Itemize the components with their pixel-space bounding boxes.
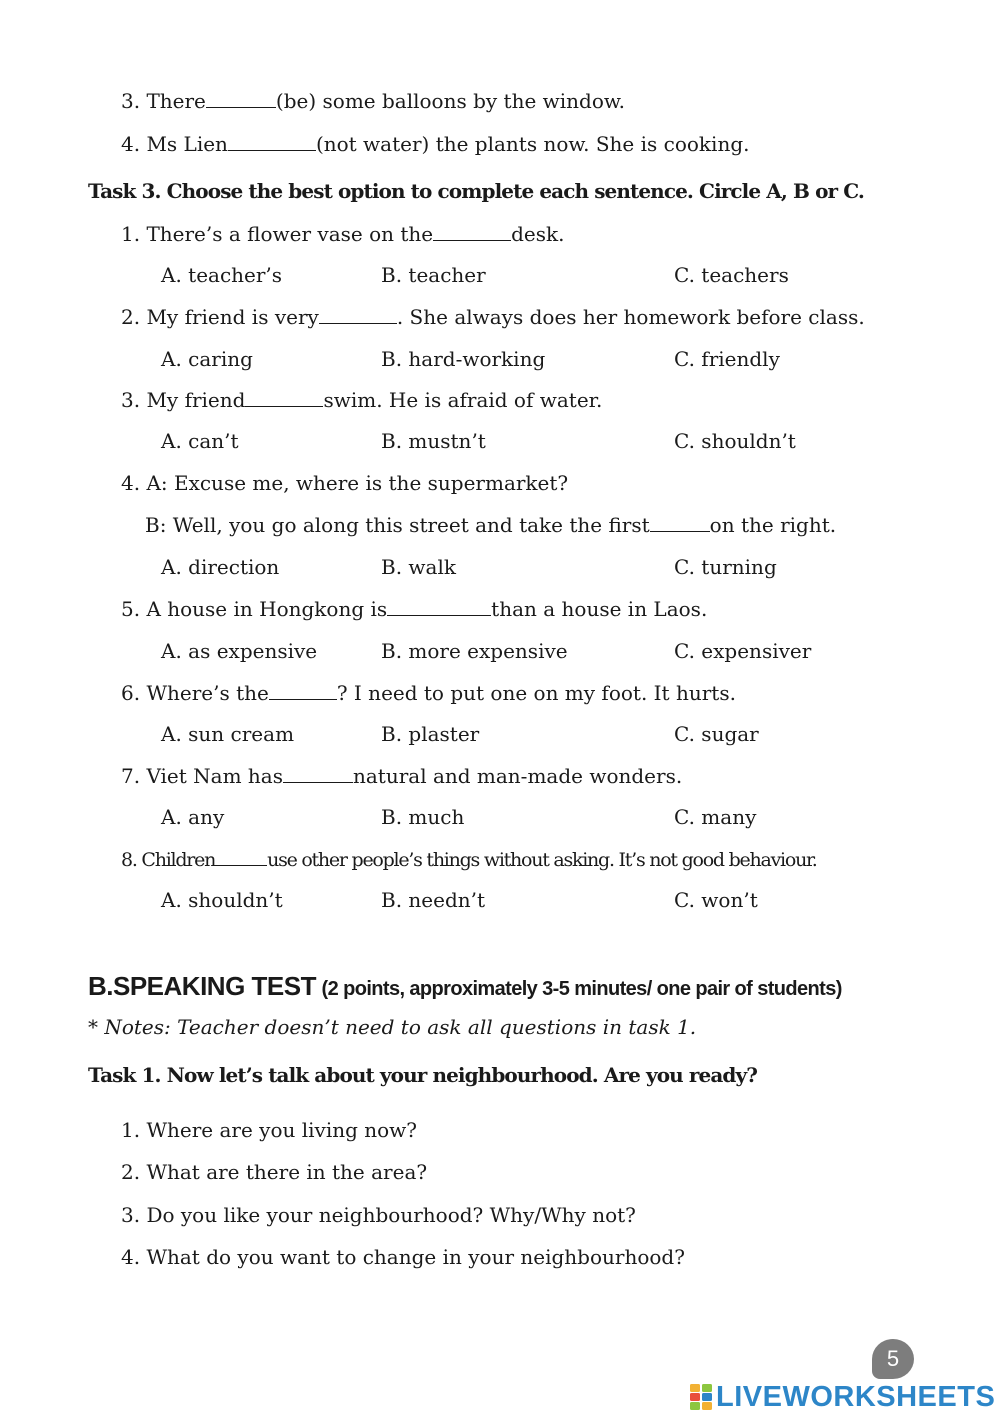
sentence-text: 6. Where’s the bbox=[121, 681, 269, 705]
sentence-text: B: Well, you go along this street and take the first bbox=[145, 513, 650, 537]
question-8 bbox=[121, 846, 817, 873]
answer-blank[interactable] bbox=[319, 304, 397, 324]
option-a[interactable]: A. caring bbox=[161, 347, 253, 371]
answer-blank[interactable] bbox=[269, 680, 337, 700]
sentence-text: ? I need to put one on my foot. It hurts. bbox=[336, 681, 736, 705]
speaking-task1-heading: Task 1. Now let’s talk about your neighbourhood. Are you ready? bbox=[88, 1063, 758, 1087]
question-2 bbox=[121, 304, 865, 330]
answer-blank[interactable] bbox=[228, 131, 316, 151]
sentence-text: natural and man-made wonders. bbox=[352, 764, 683, 788]
question-4-line-a: 4. A: Excuse me, where is the supermarket? bbox=[121, 471, 569, 495]
option-c[interactable]: C. teachers bbox=[674, 263, 789, 287]
liveworksheets-logo[interactable] bbox=[690, 1380, 995, 1414]
option-a[interactable]: A. shouldn’t bbox=[161, 888, 283, 912]
sentence-text: than a house in Laos. bbox=[491, 597, 708, 621]
option-a[interactable]: A. sun cream bbox=[161, 722, 295, 746]
option-c[interactable]: C. sugar bbox=[674, 722, 759, 746]
sentence-text: swim. He is afraid of water. bbox=[323, 388, 603, 412]
sentence-text: (be) some balloons by the window. bbox=[275, 89, 625, 113]
answer-blank[interactable] bbox=[387, 596, 491, 616]
question-6 bbox=[121, 680, 736, 706]
speaking-heading bbox=[88, 970, 842, 1005]
option-a[interactable]: A. direction bbox=[161, 555, 280, 579]
question-7 bbox=[121, 763, 682, 789]
option-a[interactable]: A. as expensive bbox=[161, 639, 318, 663]
option-a[interactable]: A. teacher’s bbox=[161, 263, 283, 287]
speaking-question-4: 4. What do you want to change in your neighbourhood? bbox=[121, 1245, 685, 1269]
liveworksheets-brand: LIVEWORKSHEETS bbox=[716, 1380, 996, 1413]
sentence-text: 3. There bbox=[121, 89, 206, 113]
option-b[interactable]: B. needn’t bbox=[381, 888, 486, 912]
question-4-line-b bbox=[145, 512, 836, 538]
option-c[interactable]: C. won’t bbox=[674, 888, 758, 912]
sentence-text: 7. Viet Nam has bbox=[121, 764, 283, 788]
speaking-note: * Notes: Teacher doesn’t need to ask all questions in task 1. bbox=[88, 1015, 697, 1039]
option-b[interactable]: B. more expensive bbox=[381, 639, 568, 663]
option-b[interactable]: B. mustn’t bbox=[381, 429, 486, 453]
option-c[interactable]: C. friendly bbox=[674, 347, 780, 371]
speaking-question-1: 1. Where are you living now? bbox=[121, 1118, 418, 1142]
sentence-text: (not water) the plants now. She is cooking. bbox=[315, 132, 750, 156]
answer-blank[interactable] bbox=[245, 387, 323, 407]
sentence-text: 1. There’s a flower vase on the bbox=[121, 222, 434, 246]
option-b[interactable]: B. plaster bbox=[381, 722, 480, 746]
task2-item-3 bbox=[121, 88, 625, 114]
task2-item-4 bbox=[121, 131, 749, 157]
option-c[interactable]: C. shouldn’t bbox=[674, 429, 796, 453]
question-3 bbox=[121, 387, 602, 413]
option-b[interactable]: B. teacher bbox=[381, 263, 486, 287]
answer-blank[interactable] bbox=[215, 846, 267, 866]
speaking-title: B.SPEAKING TEST bbox=[88, 971, 316, 1001]
option-a[interactable]: A. any bbox=[161, 805, 225, 829]
answer-blank[interactable] bbox=[283, 763, 353, 783]
liveworksheets-icon bbox=[690, 1384, 712, 1410]
option-a[interactable]: A. can’t bbox=[161, 429, 239, 453]
option-b[interactable]: B. walk bbox=[381, 555, 456, 579]
question-5 bbox=[121, 596, 707, 622]
sentence-text: 8. Children bbox=[121, 849, 216, 871]
task3-heading: Task 3. Choose the best option to complete each sentence. Circle A, B or C. bbox=[88, 179, 864, 203]
option-c[interactable]: C. many bbox=[674, 805, 757, 829]
answer-blank[interactable] bbox=[206, 88, 276, 108]
sentence-text: 3. My friend bbox=[121, 388, 246, 412]
answer-blank[interactable] bbox=[650, 512, 710, 532]
speaking-question-2: 2. What are there in the area? bbox=[121, 1160, 428, 1184]
sentence-text: 5. A house in Hongkong is bbox=[121, 597, 388, 621]
option-c[interactable]: C. expensiver bbox=[674, 639, 812, 663]
option-b[interactable]: B. hard-working bbox=[381, 347, 546, 371]
sentence-text: 2. My friend is very bbox=[121, 305, 319, 329]
page-number-badge: 5 bbox=[872, 1339, 914, 1379]
question-1 bbox=[121, 221, 565, 247]
option-c[interactable]: C. turning bbox=[674, 555, 777, 579]
sentence-text: use other people’s things without asking. It’s not good behaviour. bbox=[267, 849, 817, 871]
sentence-text: on the right. bbox=[709, 513, 837, 537]
option-b[interactable]: B. much bbox=[381, 805, 465, 829]
answer-blank[interactable] bbox=[433, 221, 511, 241]
sentence-text: desk. bbox=[511, 222, 565, 246]
speaking-subtitle: (2 points, approximately 3-5 minutes/ one pair of students) bbox=[321, 978, 842, 1000]
sentence-text: 4. Ms Lien bbox=[121, 132, 228, 156]
sentence-text: . She always does her homework before class. bbox=[396, 305, 865, 329]
speaking-question-3: 3. Do you like your neighbourhood? Why/Why not? bbox=[121, 1203, 636, 1227]
